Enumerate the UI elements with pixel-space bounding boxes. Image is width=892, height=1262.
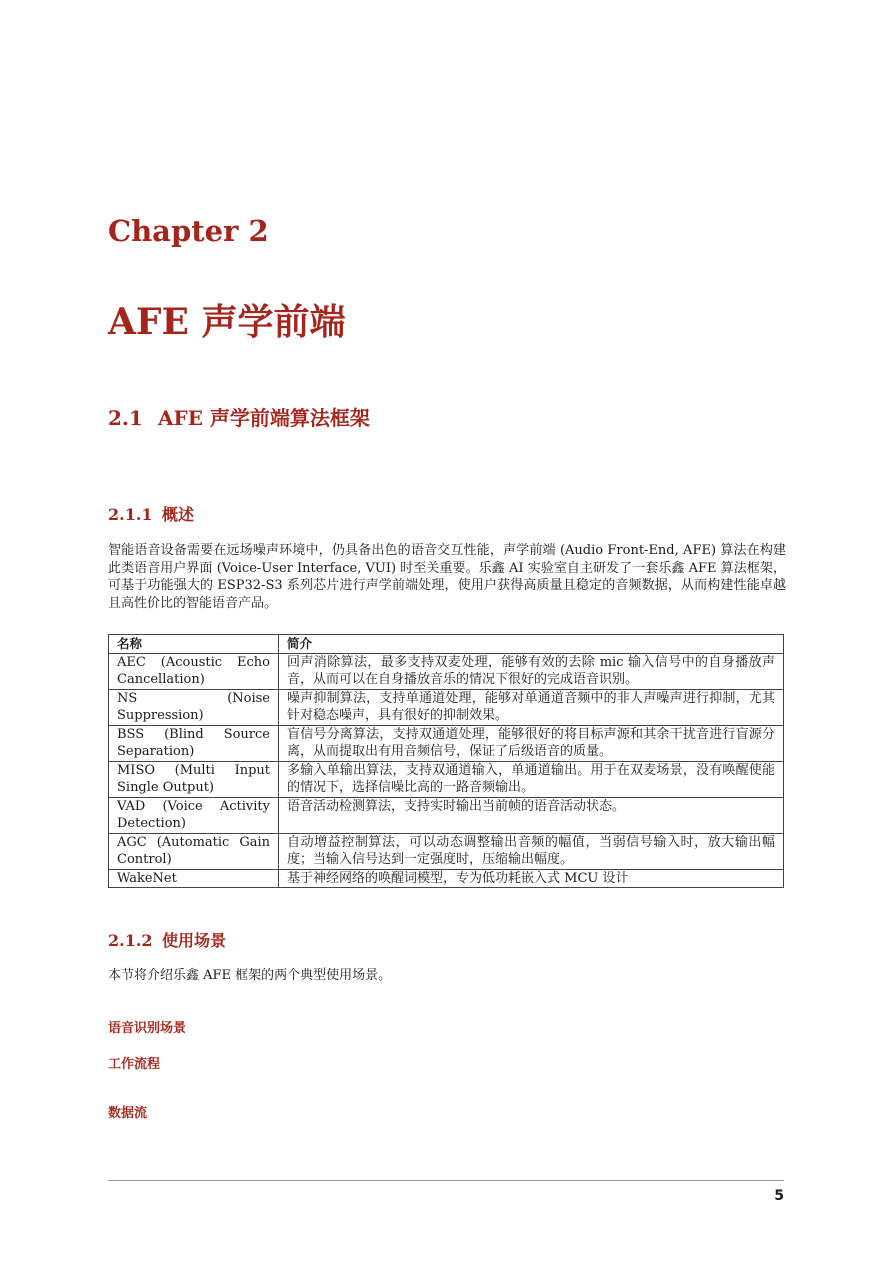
subsection-title: 概述 <box>162 505 195 524</box>
table-row <box>109 869 784 888</box>
table-cell-name: MISO (Multi Input Single Output) <box>109 761 279 797</box>
table-cell-name: BSS (Blind Source Separation) <box>109 725 279 761</box>
table-cell-name: NS (Noise Suppression) <box>109 689 279 725</box>
table-row <box>109 653 784 689</box>
table-cell-desc: 回声消除算法，最多支持双麦处理，能够有效的去除 mic 输入信号中的自身播放声音，从而可以在自身播放音乐的情况下很好的完成语音识别。 <box>279 653 784 689</box>
table-row <box>109 761 784 797</box>
table-cell-desc: 语音活动检测算法，支持实时输出当前帧的语音活动状态。 <box>279 797 784 833</box>
table-cell-name: AGC (Automatic Gain Control) <box>109 833 279 869</box>
subsection-number: 2.1.1 <box>108 505 153 524</box>
table-row <box>109 689 784 725</box>
heading-workflow: 工作流程 <box>108 1057 161 1072</box>
section-number: 2.1 <box>108 406 143 430</box>
subsection-title: 使用场景 <box>162 931 227 950</box>
chapter-label: Chapter 2 <box>108 214 269 248</box>
table-cell-name: VAD (Voice Activity Detection) <box>109 797 279 833</box>
table-cell-desc: 盲信号分离算法，支持双通道处理，能够很好的将目标声源和其余干扰音进行盲源分离，从而提取出有用音频信号，保证了后级语音的质量。 <box>279 725 784 761</box>
heading-speech-recognition: 语音识别场景 <box>108 1021 187 1036</box>
footer-rule <box>108 1180 784 1181</box>
table-cell-desc: 多输入单输出算法，支持双通道输入，单通道输出。用于在双麦场景，没有唤醒使能的情况下，选择信噪比高的一路音频输出。 <box>279 761 784 797</box>
heading-data-flow: 数据流 <box>108 1106 148 1121</box>
subsection-heading-usage <box>108 928 226 951</box>
table-header-cell: 名称 <box>109 635 279 654</box>
table-row <box>109 833 784 869</box>
subsection-heading-overview <box>108 502 194 525</box>
overview-paragraph: 智能语音设备需要在远场噪声环境中，仍具备出色的语音交互性能，声学前端 (Audio Front-End, AFE) 算法在构建此类语音用户界面 (Voice-User Interface, VUI) 时至关重要。乐鑫 AI 实验室自主研发了一套乐鑫 AFE 算法框架，可基于功能强大的 ESP32-S3 系列芯片进行声学前端处理，使用户获得高质量且稳定的音频数据，从而构建性能卓越且高性价比的智能语音产品。 <box>108 543 786 611</box>
table-cell-desc: 自动增益控制算法，可以动态调整输出音频的幅值，当弱信号输入时，放大输出幅度；当输入信号达到一定强度时，压缩输出幅度。 <box>279 833 784 869</box>
table-header-row <box>109 635 784 654</box>
table-cell-desc: 基于神经网络的唤醒词模型，专为低功耗嵌入式 MCU 设计 <box>279 869 784 888</box>
table-row <box>109 797 784 833</box>
table-cell-name: AEC (Acoustic Echo Cancellation) <box>109 653 279 689</box>
section-heading <box>108 402 370 431</box>
algorithm-table <box>108 634 784 888</box>
page-number: 5 <box>774 1188 784 1204</box>
usage-paragraph: 本节将介绍乐鑫 AFE 框架的两个典型使用场景。 <box>108 968 392 983</box>
subsection-number: 2.1.2 <box>108 931 153 950</box>
table-cell-name: WakeNet <box>109 869 279 888</box>
table-row <box>109 725 784 761</box>
table-cell-desc: 噪声抑制算法，支持单通道处理，能够对单通道音频中的非人声噪声进行抑制，尤其针对稳态噪声，具有很好的抑制效果。 <box>279 689 784 725</box>
chapter-title: AFE 声学前端 <box>108 301 346 343</box>
table-header-cell: 简介 <box>279 635 784 654</box>
section-title: AFE 声学前端算法框架 <box>158 406 370 430</box>
